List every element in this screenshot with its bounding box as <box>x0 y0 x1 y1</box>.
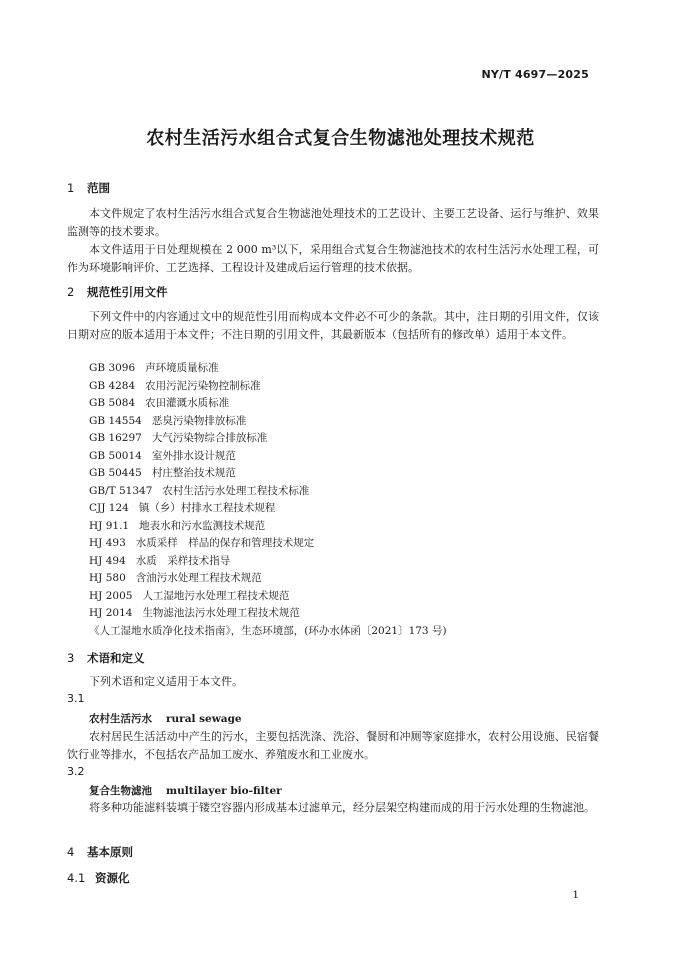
reference-item <box>89 570 447 588</box>
term-chinese: 农村生活污水 <box>89 713 152 725</box>
reference-item <box>89 605 447 623</box>
reference-code: HJ 2005 <box>89 589 133 602</box>
reference-title: 恶臭污染物排放标准 <box>151 414 247 427</box>
reference-code: GB 16297 <box>89 432 142 444</box>
reference-code: HJ 2014 <box>89 607 133 619</box>
reference-guideline: 《人工湿地水质净化技术指南》，生态环境部，(环办水体函〔2021〕173 号) <box>89 624 447 637</box>
reference-code: HJ 580 <box>89 572 126 584</box>
reference-title: 村庄整治技术规范 <box>151 467 236 479</box>
reference-item <box>89 413 447 431</box>
reference-item <box>89 448 447 466</box>
term-chinese: 复合生物滤池 <box>89 785 152 797</box>
section-number: 1 <box>67 181 75 195</box>
reference-item <box>89 588 447 606</box>
reference-item <box>89 553 447 571</box>
reference-title: 室外排水设计规范 <box>151 449 236 462</box>
reference-item <box>89 430 447 448</box>
reference-title: 水质采样 样品的保存和管理技术规定 <box>135 537 315 549</box>
document-title: 农村生活污水组合式复合生物滤池处理技术规范 <box>146 128 535 149</box>
term-heading <box>89 711 242 726</box>
reference-code: GB 5084 <box>89 397 136 409</box>
reference-code: GB 14554 <box>89 414 142 427</box>
reference-title: 农用污泥污染物控制标准 <box>145 379 261 392</box>
reference-list <box>89 360 447 640</box>
term-english: rural sewage <box>166 713 242 725</box>
reference-code: CJJ 124 <box>89 502 129 514</box>
standard-code: NY/T 4697—2025 <box>481 68 589 81</box>
reference-item <box>89 518 447 536</box>
reference-item <box>89 465 447 483</box>
subsection-number: 4.1 <box>67 871 86 885</box>
section-1-paragraph-1: 本文件规定了农村生活污水组合式复合生物滤池处理技术的工艺设计、主要工艺设备、运行与维护、效果监测等的技术要求。 <box>67 207 599 238</box>
reference-title: 水质 采样技术指导 <box>135 554 231 567</box>
reference-item <box>89 500 447 518</box>
reference-title: 大气污染物综合排放标准 <box>151 432 268 444</box>
section-3-heading <box>67 650 145 666</box>
section-title: 术语和定义 <box>87 651 145 665</box>
reference-code: HJ 494 <box>89 554 126 567</box>
reference-title: 农田灌溉水质标准 <box>145 397 230 409</box>
reference-title: 含油污水处理工程技术规范 <box>135 572 262 584</box>
section-2-heading <box>67 284 168 300</box>
reference-title: 地表水和污水监测技术规范 <box>139 519 266 532</box>
reference-code: GB 4284 <box>89 379 136 392</box>
section-3-paragraph-1: 下列术语和定义适用于本文件。 <box>89 675 243 688</box>
section-number: 4 <box>67 845 75 859</box>
section-1-paragraph-2: 本文件适用于日处理规模在 2 000 m³以下，采用组合式复合生物滤池技术的农村生活污水处理工程，可作为环境影响评价、工艺选择、工程设计及建成后运行管理的技术依据。 <box>67 243 599 274</box>
section-number: 3 <box>67 651 75 665</box>
reference-title: 声环境质量标准 <box>145 362 219 374</box>
reference-item <box>89 360 447 378</box>
reference-item <box>89 483 447 501</box>
section-4-heading <box>67 844 133 860</box>
reference-title: 生物滤池法污水处理工程技术规范 <box>142 607 300 619</box>
reference-title: 农村生活污水处理工程技术标准 <box>162 484 310 497</box>
term-number: 3.2 <box>67 765 85 778</box>
reference-code: GB 50445 <box>89 467 142 479</box>
term-definition: 将多种功能滤料装填于镂空容器内形成基本过滤单元，经分层架空构建而成的用于污水处理的生物滤池。 <box>89 801 595 814</box>
reference-title: 人工湿地污水处理工程技术规范 <box>142 589 290 602</box>
reference-title: 镇（乡）村排水工程技术规程 <box>138 502 276 514</box>
reference-code: GB 50014 <box>89 449 142 462</box>
section-title: 规范性引用文件 <box>87 285 168 299</box>
reference-code: HJ 91.1 <box>89 519 130 532</box>
reference-code: HJ 493 <box>89 537 126 549</box>
reference-item <box>89 535 447 553</box>
term-english: multilayer bio-filter <box>166 785 282 797</box>
term-definition: 农村居民生活活动中产生的污水，主要包括洗涤、洗浴、餐厨和冲厕等家庭排水，农村公用设施、民宿餐饮行业等排水，不包括农产品加工废水、养殖废水和工业废水。 <box>67 730 599 761</box>
section-1-heading <box>67 180 110 196</box>
section-title: 范围 <box>87 181 110 195</box>
term-number: 3.1 <box>67 692 85 705</box>
subsection-title: 资源化 <box>95 871 130 885</box>
reference-item <box>89 378 447 396</box>
reference-code: GB 3096 <box>89 362 136 374</box>
term-heading <box>89 783 282 798</box>
reference-code: GB/T 51347 <box>89 484 153 497</box>
reference-item <box>89 395 447 413</box>
page-number: 1 <box>572 889 579 901</box>
section-number: 2 <box>67 285 75 299</box>
section-2-paragraph-1: 下列文件中的内容通过文中的规范性引用而构成本文件必不可少的条款。其中，注日期的引用文件，仅该日期对应的版本适用于本文件；不注日期的引用文件，其最新版本（包括所有的修改单）适用于本文件。 <box>67 310 599 341</box>
subsection-4-1-heading <box>67 870 130 886</box>
section-title: 基本原则 <box>87 845 133 859</box>
